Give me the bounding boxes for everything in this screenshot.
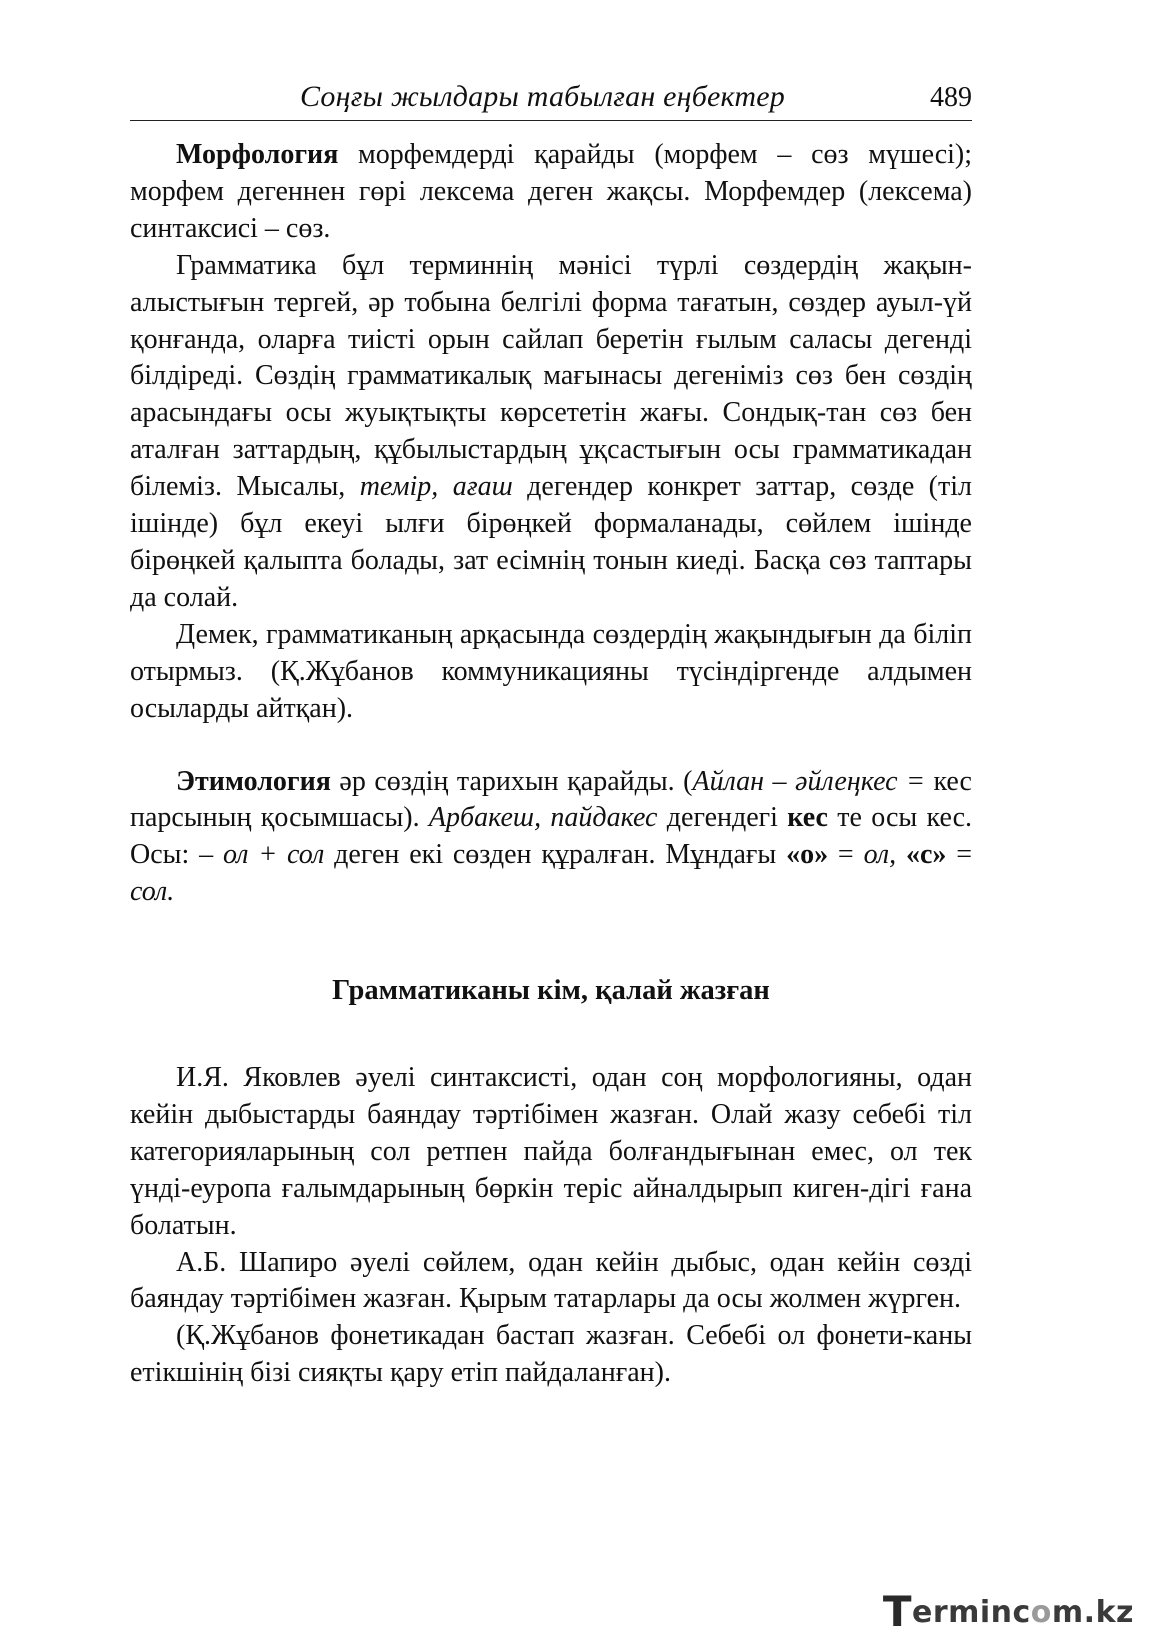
paragraph-text: Грамматика бұл терминнің мәнісі түрлі сөздердің жақын-алыстығын тергей, әр тобына белгілі форма тағатын, сөздер ауыл-үй қонғанда, оларға тиісті орын сайлап беретін ғылым саласы дегенді білдіреді. Сөздің грамматикалық мағынасы дегеніміз сөз бен сөздің арасындағы осы жуықтықты көрсететін жағы. Сондық-тан сөз бен аталған заттардың, құбылыстардың ұқсастығын осы грамматикадан білеміз. Мысалы, [130,249,972,503]
page-body [130,137,972,1392]
example-italic: ол, [863,839,906,871]
watermark-logo [882,1583,1134,1636]
example-italic: сол. [130,876,175,908]
example-italic: Айлан – әйлеңкес = [692,765,926,797]
running-title: Соңғы жылдары табылған еңбектер [300,80,785,113]
example-italic: ол + сол [222,839,325,871]
example-words: темір, ағаш [359,471,513,503]
paragraph-text: деген екі сөзден құралған. Мұндағы [324,839,787,871]
watermark-part: erminc [911,1595,1031,1630]
page-number: 489 [930,82,972,113]
paragraph-shapiro: А.Б. Шапиро әуелі сөйлем, одан кейін дыбыс, одан кейін сөзді баяндау тәртібімен жазған. Қырым татарлары да осы жолмен жүрген. [130,1246,972,1315]
section-heading: Грамматиканы кім, қалай жазған [332,975,770,1007]
watermark-t: T [882,1587,912,1636]
watermark-o: o [1030,1595,1052,1630]
paragraph-yakovlev: И.Я. Яковлев әуелі синтаксисті, одан соң морфологияны, одан кейін дыбыстарды баяндау тәртібімен жазған. Олай жазу себебі тіл категорияларының сол ретпен пайда болғандығынан емес, ол тек үнді-еуропа ғалымдарының бөркін теріс айналдырып киген-дігі ғана болатын. [130,1062,972,1241]
paragraph-conclusion: Демек, грамматиканың арқасында сөздердің жақындығын да біліп отырмыз. (Қ.Жұбанов коммуникацияны түсіндіргенде алдымен осыларды айтқан). [130,618,972,724]
watermark-part: m.kz [1051,1595,1134,1630]
term-morphology: Морфология [176,139,339,170]
paragraph-text: әр сөздің тарихын қарайды. ( [330,765,693,797]
paragraph-text: = [946,839,973,871]
bold-letter: «с» [905,839,947,871]
paragraph-morphology [130,137,972,248]
term-etymology: Этимология [176,765,331,797]
running-header [130,78,972,121]
paragraph-zhubanov: (Қ.Жұбанов фонетикадан бастап жазған. Себебі ол фонети-каны етікшінің бізі сияқты қару етіп пайдаланған). [130,1320,972,1389]
paragraph-text: = [828,839,864,871]
paragraph-text: дегендер конкрет заттар, сөзде (тіл ішінде) бұл екеуі ылғи бірөңкей формаланады, сөйлем ішінде бірөңкей қалыпта болады, зат есімнің тонын киеді. Басқа сөз таптары да солай. [130,471,972,613]
paragraph-etymology [130,764,972,912]
bold-letter: «о» [786,839,829,871]
paragraph-grammar [130,248,972,617]
paragraph-text: те осы кес. Осы: – [130,802,973,871]
bold-morpheme: кес [787,802,828,834]
paragraph-text: дегендегі [657,802,788,834]
example-italic: Арбакеш, пайдакес [428,802,658,834]
paragraph-text: кес парсының қосымшасы). [130,765,972,834]
paragraph-text: морфемдерді қарайды (морфем – сөз мүшесі); морфем дегеннен гөрі лексема деген жақсы. Морфемдер (лексема) синтаксисі – сөз. [130,139,972,244]
